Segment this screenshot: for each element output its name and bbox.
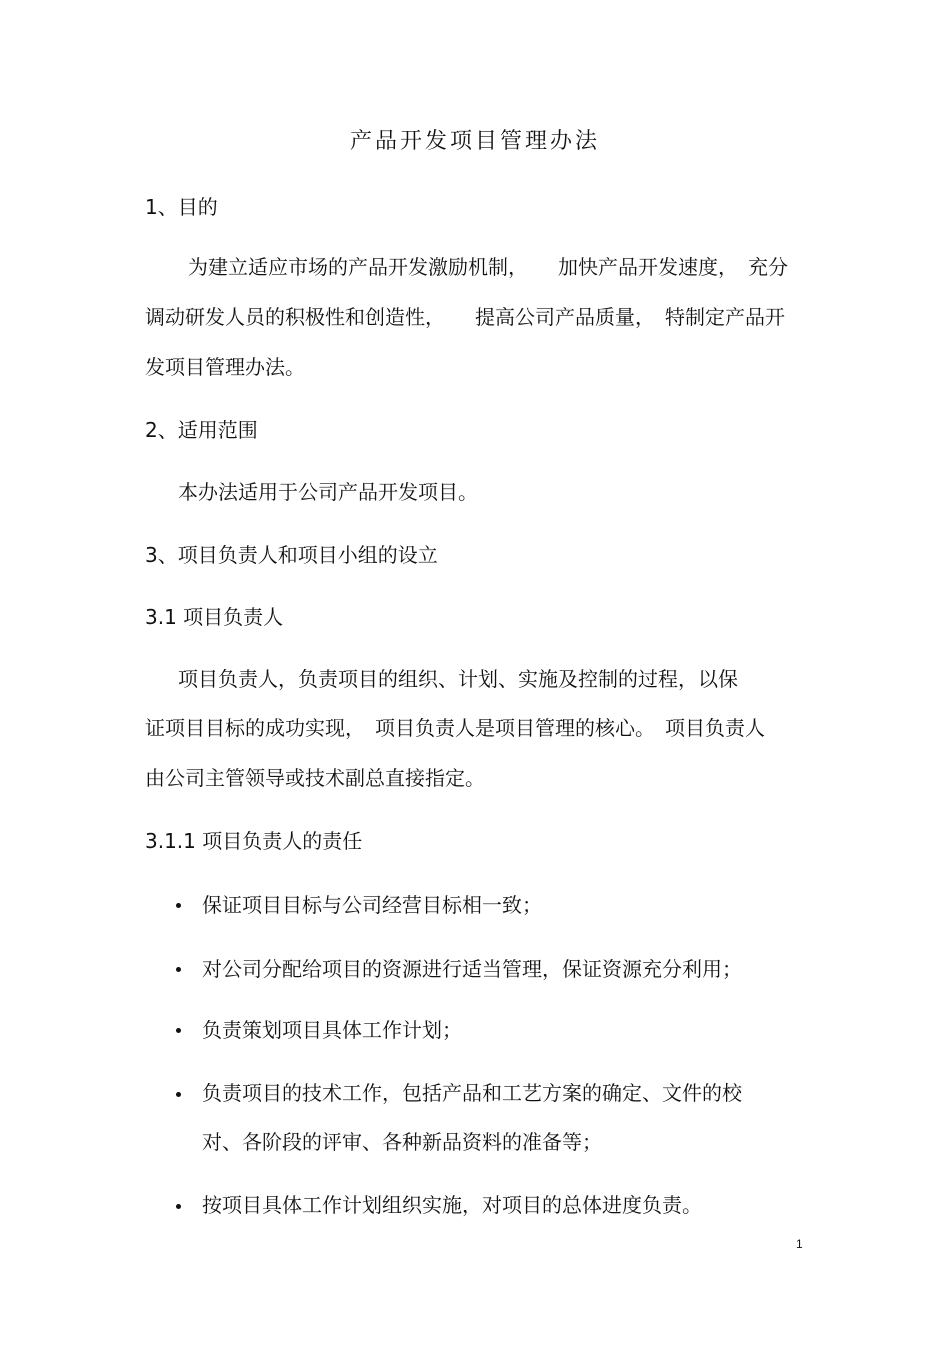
page-number: 1 [796, 1237, 803, 1251]
bullet-dot-icon [176, 967, 181, 972]
section-3-1-heading: 3.1 项目负责人 [145, 605, 284, 629]
section-2-heading: 2、适用范围 [145, 418, 258, 442]
bullet-dot-icon [176, 1028, 181, 1033]
section-3-1-paragraph-line-3: 由公司主管领导或技术副总直接指定。 [145, 766, 485, 790]
list-item-text: 负责项目的技术工作，包括产品和工艺方案的确定、文件的校 [202, 1081, 742, 1105]
list-item-text: 按项目具体工作计划组织实施，对项目的总体进度负责。 [202, 1193, 702, 1217]
list-item-text-continuation: 对、各阶段的评审、各种新品资料的准备等； [202, 1130, 602, 1154]
section-3-1-paragraph-line-2: 证项目目标的成功实现， 项目负责人是项目管理的核心。 项目负责人 [145, 716, 765, 740]
section-3-1-1-heading: 3.1.1 项目负责人的责任 [145, 829, 363, 853]
section-1-heading: 1、目的 [145, 195, 218, 219]
bullet-dot-icon [176, 903, 181, 908]
bullet-dot-icon [176, 1204, 181, 1209]
section-3-heading: 3、项目负责人和项目小组的设立 [145, 543, 438, 567]
list-item-text: 保证项目目标与公司经营目标相一致； [202, 893, 542, 917]
section-3-1-paragraph-line-1: 项目负责人，负责项目的组织、计划、实施及控制的过程，以保 [178, 667, 738, 691]
document-title: 产品开发项目管理办法 [349, 129, 600, 154]
section-1-paragraph-line-3: 发项目管理办法。 [145, 355, 305, 379]
bullet-dot-icon [176, 1092, 181, 1097]
list-item-text: 对公司分配给项目的资源进行适当管理，保证资源充分利用； [202, 957, 742, 981]
section-1-paragraph-line-1: 为建立适应市场的产品开发激励机制， 加快产品开发速度， 充分 [188, 255, 788, 279]
section-2-paragraph: 本办法适用于公司产品开发项目。 [178, 480, 478, 504]
list-item-text: 负责策划项目具体工作计划； [202, 1018, 462, 1042]
section-1-paragraph-line-2: 调动研发人员的积极性和创造性， 提高公司产品质量， 特制定产品开 [145, 305, 785, 329]
